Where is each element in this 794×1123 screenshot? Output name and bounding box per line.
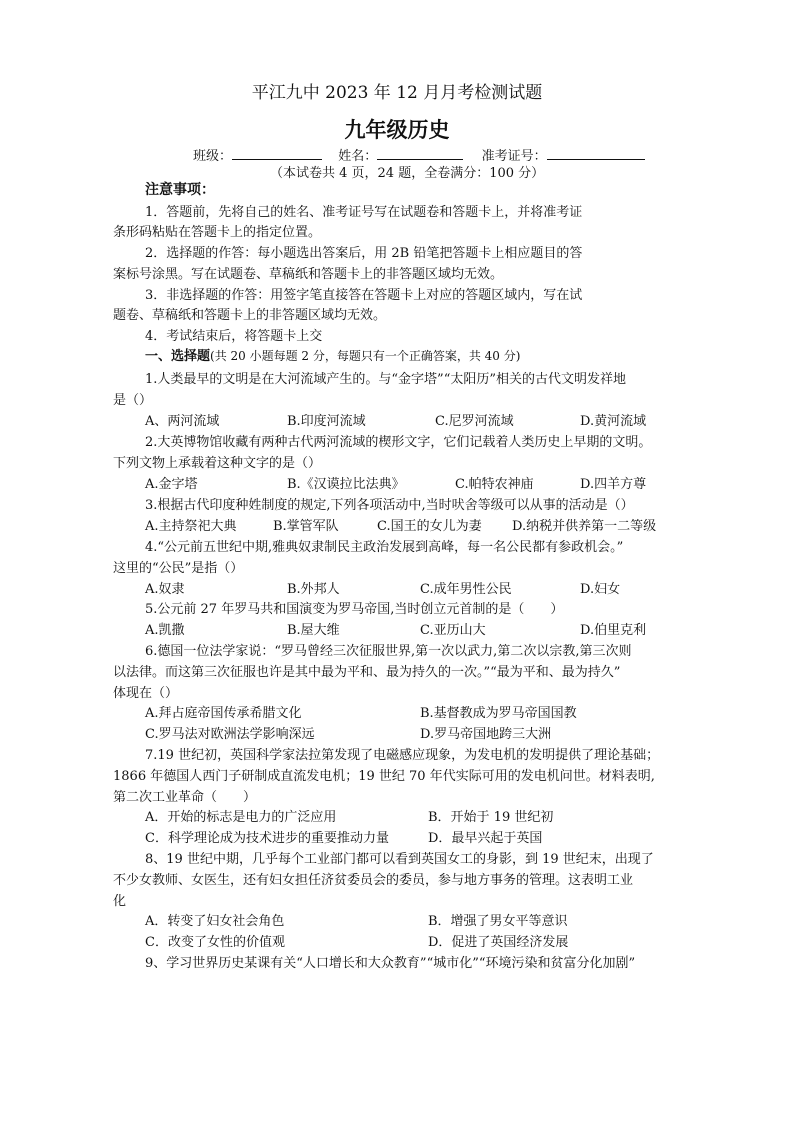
class-label: 班级：	[193, 149, 233, 164]
question-8-stem: 不少女教师、女医生，还有妇女担任济贫委员会的委员，参与地方事务的管理。这表明工业	[113, 873, 634, 888]
name-blank	[377, 147, 463, 160]
question-2-stem: 下列文物上承载着这种文字的是（）	[113, 456, 322, 471]
q8-option-a: A．转变了妇女社会角色	[145, 914, 285, 929]
notice-item: 4．考试结束后，将答题卡上交	[145, 329, 323, 344]
exam-note: （本试卷共 4 页，24 题，全卷满分：100 分）	[270, 166, 545, 181]
q5-option-a: A.凯撒	[145, 623, 185, 638]
q5-option-b: B.屋大维	[287, 623, 340, 638]
q2-option-c: C.帕特农神庙	[455, 477, 534, 492]
section-title: 一、选择题	[145, 349, 211, 364]
name-label: 姓名：	[338, 149, 378, 164]
q3-option-c: C.国王的女儿为妻	[377, 519, 482, 534]
notice-item: 3．非选择题的作答：用签字笔直接答在答题卡上对应的答题区域内，写在试	[145, 288, 583, 303]
q4-option-c: C.成年男性公民	[420, 582, 512, 597]
q5-option-c: C.亚历山大	[420, 623, 486, 638]
question-9-stem: 9、学习世界历史某课有关“人口增长和大众教育”“城市化”“环境污染和贫富分化加剧”	[145, 956, 636, 971]
question-4-stem: 这里的“公民”是指（）	[113, 561, 244, 576]
q4-option-b: B.外邦人	[287, 582, 340, 597]
question-3-stem: 3.根据古代印度种姓制度的规定,下列各项活动中,当时吠舍等级可以从事的活动是（）	[145, 498, 634, 513]
question-6-stem: 体现在（）	[113, 686, 179, 701]
question-8-stem: 化	[113, 894, 127, 909]
question-2-stem: 2.大英博物馆收藏有两种古代两河流域的楔形文字，它们记载着人类历史上早期的文明。	[145, 435, 652, 450]
q6-option-c: C.罗马法对欧洲法学影响深远	[145, 727, 315, 742]
q3-option-b: B.掌管军队	[273, 519, 339, 534]
section-heading	[145, 346, 520, 367]
notice-title: 注意事项：	[145, 182, 215, 198]
q6-option-b: B.基督教成为罗马帝国国教	[420, 706, 577, 721]
q4-option-d: D.妇女	[580, 582, 621, 597]
q3-option-d: D.纳税并供养第一二等级	[512, 519, 657, 534]
q6-option-a: A.拜占庭帝国传承希腊文化	[145, 706, 302, 721]
section-desc: (共 20 小题每题 2 分，每题只有一个正确答案，共 40 分)	[210, 349, 521, 363]
question-6-stem: 以法律。而这第三次征服也许是其中最为平和、最为持久的一次。”“最为平和、最为持久”	[113, 665, 621, 680]
q8-option-d: D．促进了英国经济发展	[428, 935, 569, 950]
notice-item: 条形码粘贴在答题卡上的指定位置。	[113, 225, 322, 240]
notice-item: 2．选择题的作答：每小题选出答案后，用 2B 铅笔把答题卡上相应题目的答	[145, 246, 583, 261]
q4-option-a: A.奴隶	[145, 582, 185, 597]
q7-option-a: A．开始的标志是电力的广泛应用	[145, 810, 337, 825]
q7-option-d: D．最早兴起于英国	[428, 831, 543, 846]
q7-option-b: B．开始于 19 世纪初	[428, 810, 554, 825]
q2-option-b: B.《汉谟拉比法典》	[287, 477, 405, 492]
q8-option-b: B．增强了男女平等意识	[428, 914, 568, 929]
id-label: 准考证号：	[481, 149, 547, 164]
q7-option-c: C．科学理论成为技术进步的重要推动力量	[145, 831, 389, 846]
question-7-stem: 1866 年德国人西门子研制成直流发电机；19 世纪 70 年代实际可用的发电机问世。材料表明,	[113, 769, 655, 784]
q8-option-c: C．改变了女性的价值观	[145, 935, 285, 950]
question-4-stem: 4.“公元前五世纪中期,雅典奴隶制民主政治发展到高峰，每一名公民都有参政机会。”	[145, 540, 624, 555]
q1-option-c: C.尼罗河流域	[435, 414, 514, 429]
q2-option-d: D.四羊方尊	[580, 477, 647, 492]
exam-title: 平江九中 2023 年 12 月月考检测试题	[251, 83, 543, 103]
question-7-stem: 7.19 世纪初，英国科学家法拉第发现了电磁感应现象，为发电机的发明提供了理论基础；	[145, 748, 660, 763]
question-1-stem: 是（）	[113, 393, 153, 408]
q1-option-d: D.黄河流域	[580, 414, 647, 429]
notice-item: 1．答题前，先将自己的姓名、准考证号写在试题卷和答题卡上，并将准考证	[145, 205, 583, 220]
id-blank	[547, 147, 645, 160]
q1-option-a: A、两河流域	[145, 414, 220, 429]
q2-option-a: A.金字塔	[145, 477, 198, 492]
question-8-stem: 8、19 世纪中期，几乎每个工业部门都可以看到英国女工的身影，到 19 世纪末，出现了	[145, 852, 654, 867]
q5-option-d: D.伯里克利	[580, 623, 647, 638]
subject-title: 九年级历史	[344, 118, 450, 142]
notice-item: 案标号涂黑。写在试题卷、草稿纸和答题卡上的非答题区域均无效。	[113, 267, 504, 282]
question-5-stem: 5.公元前 27 年罗马共和国演变为罗马帝国,当时创立元首制的是（ ）	[145, 602, 564, 617]
q6-option-d: D.罗马帝国地跨三大洲	[420, 727, 552, 742]
q1-option-b: B.印度河流域	[287, 414, 366, 429]
question-1-stem: 1.人类最早的文明是在大河流域产生的。与“金字塔”“太阳历”相关的古代文明发祥地	[145, 372, 626, 387]
class-blank	[232, 147, 322, 160]
notice-item: 题卷、草稿纸和答题卡上的非答题区域均无效。	[113, 308, 387, 323]
question-6-stem: 6.德国一位法学家说：“罗马曾经三次征服世界,第一次以武力,第二次以宗教,第三次则	[145, 644, 632, 659]
question-7-stem: 第二次工业革命（ ）	[113, 790, 257, 805]
q3-option-a: A.主持祭祀大典	[145, 519, 237, 534]
